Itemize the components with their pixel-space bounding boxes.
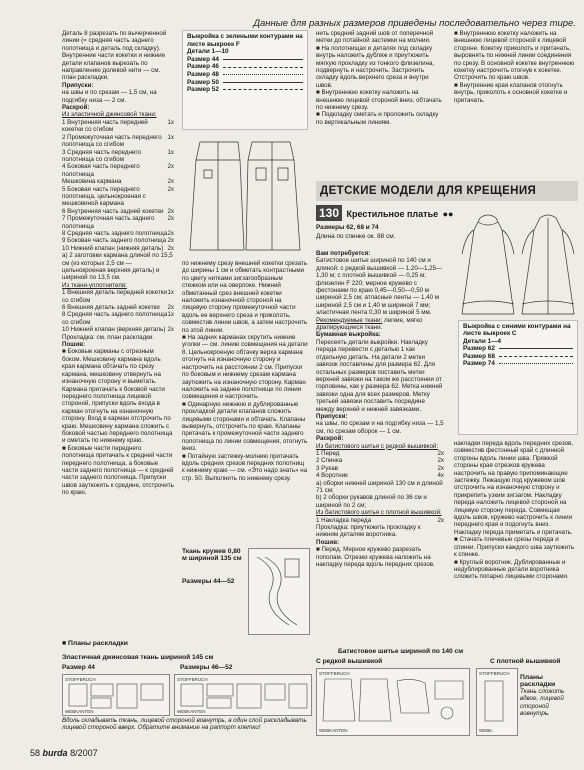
fold-label-b: STOFFBRUCH — [177, 677, 208, 682]
part-name: 5 Боковая часть переднего полотнища, цельнокроеная с мешковиной кармана — [62, 185, 146, 208]
part-name: 2 Промежуточная часть переднего полотнища со сгибом — [62, 133, 162, 149]
layout-plans-title-1: ■ Планы раскладки — [62, 640, 128, 647]
section-title: ДЕТСКИЕ МОДЕЛИ ДЛЯ КРЕЩЕНИЯ — [316, 181, 578, 201]
fold-label-d: STOFFBRUCH — [479, 671, 510, 676]
layout-plans-title-2: Планы раскладки — [520, 674, 556, 688]
layout-plan-size-46-52 — [174, 674, 312, 716]
part-count: 1x — [167, 148, 174, 156]
part-name: 8 Средняя часть заднего полотнища со сгибом — [62, 311, 168, 326]
part-count: 1x — [167, 311, 174, 319]
cutting-title-2: Раскрой: — [316, 435, 344, 443]
part-count: 2x — [167, 185, 174, 193]
part-name: 1 Внутренняя часть передней кокетки со сгибом — [62, 118, 148, 134]
col2-para-1: по нижнему срезу внешней кокетки срезать до ширины 1 см и обметать контрастными по цвету нитками зигзагообразным стежком или на оверлоке. Нижний обметанный срез внешней кокетки наложить изнаночной стороной на лицевую сторону промежуточной части вдоль ее верхнего среза и приколоть, совместив линии швов, а затем настрочить по этой линии. — [182, 260, 308, 334]
cutting-subtitle-2: Из батистового шитья с редкой вышивкой: — [316, 442, 439, 450]
sewing-text-2: ■ Перед. Мерное кружево разрезать пополам. Отрезки кружева наложить на накладку переда вдоль передних срезов. — [316, 546, 435, 569]
part-name: 9 Боковая часть заднего полотнища — [62, 237, 167, 245]
part-count: 2x — [437, 464, 444, 472]
part-count: 2x — [167, 163, 174, 171]
part-name: 3 Средняя часть переднего полотнища со сгибом — [62, 148, 141, 163]
part-name: 7 Промежуточная часть заднего полотнища — [62, 215, 155, 230]
layout-plan-size-44 — [62, 674, 170, 716]
c1-row — [62, 245, 174, 252]
legend-size-48: Размер 48 — [187, 71, 303, 79]
legend-size-46: Размер 46 — [187, 63, 303, 71]
legend-parts: Детали 1—10 — [187, 48, 229, 56]
col3-step-3: ■ Подкладку сметать и проложить складку по вертикальным линиям. — [316, 111, 439, 126]
lining-title: Из ткани-уплотнителя: — [62, 281, 127, 289]
sewing-step-2: ■ Боковые части переднего полотнища притачать к средней части переднего полотнища, а боковые части заднего полотнища — к средней части заднего полотнища. Припуски швов заутюжить к средине, отстрочить по краю. — [62, 444, 174, 497]
instructions-column-3 — [316, 30, 446, 180]
part-name: 10 Нижний клапан (верхняя деталь) — [62, 326, 166, 334]
c5-row — [316, 457, 444, 464]
part-count: 2x — [167, 215, 174, 223]
c5d-row — [316, 517, 444, 524]
edge-label-d: WEBK. — [479, 728, 494, 733]
sewing-step-1: ■ Боковые карманы с отрезным боком. Мешковину кармана вдоль края кармана обтачать по срезу кармана, мешковину отвернуть на изнаночную сторону и выметать. Кармана притачать к боковой части переднего полотнища лицевой стороной, припуски вдоль входа в карман отогнуть на изнаночную сторону. Вход в карман отстрочить по краю. Мешковину кармана сложить с боковой частью переднего полотнища и сметать по нижнему краю. — [62, 348, 173, 445]
legend-title: Выкройка с зелеными контурами на листе выкроек F — [187, 33, 303, 48]
batiste-layout-dense — [476, 668, 518, 736]
batiste-sparse-label: С редкой вышивкой — [316, 658, 383, 665]
part-count: 2x — [167, 229, 174, 237]
part-name: 1 Внешняя деталь передней кокетки со сгибом — [62, 289, 167, 304]
part-count: 1x — [167, 289, 174, 297]
layout-size-a: Размер 44 — [62, 664, 95, 671]
intro-text: Деталь 8 разрезать по вычерченной линии (= средняя часть заднего полотнища и деталь под складку). Внутренние части кокетки и нижние детали клапанов вырезать по направлению долевой нити — см. план раскладки. — [62, 30, 167, 82]
christening-dress-drawing — [458, 204, 578, 319]
part-count: 2x — [437, 516, 444, 524]
col3-intro: нить средний задний шов от поперечной метки до потайной застежки на молнии. — [316, 30, 434, 45]
part-count: 2x — [167, 237, 174, 245]
col4-step-1: ■ Внутреннюю кокетку наложить на внешнюю лицевой стороной к лицевой стороне. Кокетку приколоть и притачать, выровнять по нижней линии соединения по срезу. В основной кокетке внутреннюю кокетку настрочить отогнув к кокетке. Отстрочить по краю швов. — [454, 30, 575, 82]
legend-size-50: Размер 50 — [187, 79, 303, 87]
pattern-legend-blue — [458, 320, 578, 435]
part-count: 2x — [167, 244, 174, 252]
model-length: Длина по спинке ок. 88 см. — [316, 233, 396, 240]
c1-row — [62, 230, 174, 237]
legend2-size-68: Размер 68 — [463, 353, 573, 360]
model-sizes: Размеры 62, 68 и 74 — [316, 224, 379, 231]
part-name: 10 Нижний клапан (нижняя деталь) — [62, 244, 164, 252]
part-name: 3 Рукав — [316, 464, 338, 472]
layout-label: Прокладка: см. план раскладки. — [62, 333, 155, 341]
col2-para-2: ■ На задних карманах скрутить нижние уголки — см. линию совмещения на детали 8. Цельнокроеную обтачку верха кармана отогнуть на изнаночную сторону и настрочить на расстоянии 2 см. Припуски по боковым и нижнему срезам кармана заутюжить на изнаночную сторону. Карман наложить на заднее полотнище по линии совмещения и настрочить. — [182, 334, 308, 401]
col2-para-3: ■ Одинарную нижнюю и дублированные прокладкой детали клапанов сложить лицевыми сторонами и обтачать. Клапаны вывернуть, отстрочить по краю. Клапаны притачать к промежуточной части заднего полотнища по линии совмещения, отогнуть вниз. — [182, 400, 308, 453]
paper-pattern-title: Бумажная выкройка: — [316, 331, 381, 339]
batiste-dense-label: С плотной вышивкой — [490, 658, 561, 665]
part-name: 4 Воротник — [316, 472, 348, 480]
cutting-subtitle: Из эластичной джинсовой ткани: — [62, 111, 157, 119]
strip-text-2: b) 2 оборки рукавов длиной по 36 см и шириной по 2 см; — [316, 494, 427, 509]
batiste-layout-sparse — [316, 668, 470, 736]
c5-row — [316, 450, 444, 457]
paper-pattern-text: Пересеять детали выкройки. Накладку переда перевести с деталью 1 как отдельную деталь. На детали 2 метки завязок поставлены для размера 62. Для остальных размеров поставить метки верхней завязки на таком же расстоянии от горловины, как у размера 62. Метка нижней завязки одна для всех размеров. Метку третьей завязки поставить посредине между верхней и нижней завязками. — [316, 338, 443, 413]
lace-sizes-label: Размеры 44—52 — [182, 578, 235, 585]
dense-title: Из батистового шитья с плотной вышивкой: — [316, 509, 442, 517]
instructions-column-6 — [454, 440, 578, 645]
instructions-column-2 — [182, 260, 308, 545]
part-name: 8 Средняя часть заднего полотнища — [62, 229, 168, 237]
edge-label-c: WEBKANTEN — [319, 728, 348, 733]
legend-size-52: Размер 52 — [187, 86, 303, 94]
col4-step-2: ■ Внутренние края клапанов отогнуть внутрь, приколоть к основной кокетке и притачать. — [454, 81, 568, 104]
fold-label-a: STOFFBRUCH — [65, 677, 96, 682]
c1l-row — [62, 311, 174, 326]
instructions-column-5 — [316, 250, 444, 645]
c1-row — [62, 208, 174, 215]
c1l-row — [62, 289, 174, 304]
lace-fabric-label: Ткань кружев 0,80 м шириной 135 см — [182, 548, 242, 562]
col6-para-1: накладки переда вдоль передних срезов, совместив фестонный край с длинной стороны вдоль линии шва. Пряжкой стороны края отрезков кружева настрочить на правую припоминающие застежку. Лежащую под кружевом шов отстрочить на изнаночную сторону и прикрепить узким зигзагом. Накладку переда наложить лицевой стороной на лицевую сторону переда. Совмещая вдоль швов, кружево настрочить к линии переднего края и подогнуть вниз. Накладку переда приметать и притачать. — [454, 440, 574, 536]
lining-list — [62, 289, 174, 333]
layout-note-2: Ткань сложить вдвое, лицевой стороной вовнутрь. — [520, 688, 565, 718]
allowance-text: на швы и по срезам — 1,5 см, на подгибку низа — 2 см. — [62, 89, 157, 104]
cutting-list — [62, 119, 174, 252]
part-count: 2x — [437, 457, 444, 465]
legend-size-44: Размер 44 — [187, 56, 303, 64]
c5-row — [316, 472, 444, 479]
c1-row — [62, 237, 174, 244]
fabric-rec-text: легкие, мягко драпирующиеся ткани. — [316, 316, 423, 332]
col2-para-4: ■ Потайную застежку-молнию притачать вдоль средних срезов передних полотнищ к нижнему краю — см. «Это надо знать» на стр. 50. Выполнить по нижнему срезу. — [182, 452, 308, 482]
c1-row — [62, 178, 174, 185]
part-count: 1x — [167, 118, 174, 126]
instructions-column-1 — [62, 30, 174, 596]
c1l-row — [62, 326, 174, 333]
cutting-list-2 — [316, 450, 444, 480]
part-name: 4 Боковая часть переднего полотнища — [62, 163, 140, 178]
legend2-title: Выкройка с синими контурами на листе выкроек C — [463, 323, 571, 338]
c1-row — [62, 119, 174, 134]
page-number: 58 — [30, 748, 41, 758]
issue-number: 8/2007 — [70, 748, 98, 758]
col6-para-3: ■ Круглый воротник. Дублированные и недублированные детали воротника сложить попарно лицевыми сторонами. — [454, 558, 569, 581]
col3-step-1: ■ На полотнищах и деталях под складку внутрь наложить дубляж и приутюжить мягкую прокладку из тонкого флизелина, подвернуть и настрочить. Застрочить складку вдоль верхнего среза и внутри швов. — [316, 44, 435, 89]
part-name: 6 Внешняя деталь задней кокетки — [62, 304, 160, 312]
part-count: 2x — [167, 207, 174, 215]
legend2-size-74: Размер 74 — [463, 360, 573, 367]
allowance-text-2: на швы, по срезам и на подгибку низа — 1,5 см, по срезам оборок — 1 см. — [316, 420, 444, 435]
part-name: Мешковина кармана — [62, 178, 122, 186]
model-name: Крестильное платье — [346, 209, 439, 219]
layout-size-b: Размеры 46—52 — [180, 664, 233, 671]
batiste-fabric-label: Батистовое шитье шириной по 140 см — [338, 648, 464, 655]
fold-label-c: STOFFBRUCH — [319, 671, 350, 676]
lace-layout-sketch — [248, 548, 310, 635]
allowance-title-2: Припуски: — [316, 412, 348, 420]
part-name: 1 Перед — [316, 449, 340, 457]
strip-text: а) оборки нижней шириной 130 см и длиной 71 см; — [316, 479, 443, 494]
model-number: 130 — [316, 205, 342, 221]
col3-step-2: ■ Внутреннюю кокетку наложить на внешнюю лицевой стороной вниз, обтачать по нижнему срезу. — [316, 89, 442, 112]
allowance-title: Припуски: — [62, 81, 94, 89]
belt-text: а) 2 заготовки кармана длиной по 15,5 см (из которых 2,5 см — цельнокроеная верхняя деталь) и шириной по 13,5 см. — [62, 252, 173, 282]
sewing-title-2: Пошив: — [316, 538, 340, 546]
page-header-note: Данные для разных размеров приведены последовательно через тире. — [253, 18, 576, 29]
page-footer — [30, 748, 98, 758]
col6-para-2: ■ Стачать плечевые срезы переда и спинки. Припуски каждого шва заутюжить к спинке. — [454, 536, 575, 559]
c1-row — [62, 149, 174, 164]
part-name: 2 Спинка — [316, 457, 343, 465]
sewing-title: Пошив: — [62, 341, 86, 349]
interfacing-text: Прокладка: приутюжить прокладку к нижним деталям воротника. — [316, 524, 421, 539]
part-count: 1x — [167, 133, 174, 141]
c1-row — [62, 134, 174, 149]
edge-label-a: WEBKANTEN — [65, 709, 94, 714]
cutting-title: Раскрой: — [62, 104, 90, 112]
c5-row — [316, 465, 444, 472]
part-count: 2x — [437, 449, 444, 457]
legend2-parts: Детали 1—4 — [463, 337, 502, 345]
part-count: 2x — [167, 304, 174, 312]
c1l-row — [62, 304, 174, 311]
part-name: 6 Внутренняя часть задней кокетки — [62, 207, 164, 215]
c1-row — [62, 186, 174, 208]
part-count: 2x — [167, 326, 174, 334]
c1-row — [62, 215, 174, 230]
edge-label-b: WEBKANTEN — [177, 709, 206, 714]
pattern-legend-green — [182, 30, 308, 130]
dense-list — [316, 517, 444, 524]
need-text: Батистовое шитье шириной по 140 см и длиной: с редкой вышивкой — 1,20—1,25—1,30 м; с плотной вышивкой — 0,25 м; флизелин F 220; мерное кружево с фестонами по краю 0,45—0,50—0,50 м шириной 2,5 см; атласные ленты — 1,40 м шириной 2,5 см и 1,40 м шириной 7 мм; эластичная лента 0,30 м шириной 5 мм. — [316, 257, 443, 317]
fabric-rec-title: Рекомендуемые ткани: — [316, 316, 383, 324]
instructions-column-4 — [454, 30, 578, 190]
need-title: Вам потребуется: — [316, 250, 371, 257]
legend2-size-62: Размер 62 — [463, 345, 573, 352]
layout-fabric-label: Эластичная джинсовая ткань шириной 145 см — [62, 654, 214, 661]
difficulty-dots: ●● — [442, 209, 454, 219]
model-header — [316, 204, 456, 240]
part-name: 1 Накладка переда — [316, 516, 372, 524]
part-count: 4x — [437, 472, 444, 480]
part-count: 2x — [167, 178, 174, 186]
c1-row — [62, 163, 174, 178]
layout-note: Вдоль складывать ткань, лицевой стороной вовнутрь, а один слой раскладывать лицевой стороной вверх. Обратите внимание на раппорт клетки! — [62, 717, 307, 732]
brand-name: burda — [42, 748, 68, 758]
skirt-technical-drawing — [182, 130, 308, 258]
